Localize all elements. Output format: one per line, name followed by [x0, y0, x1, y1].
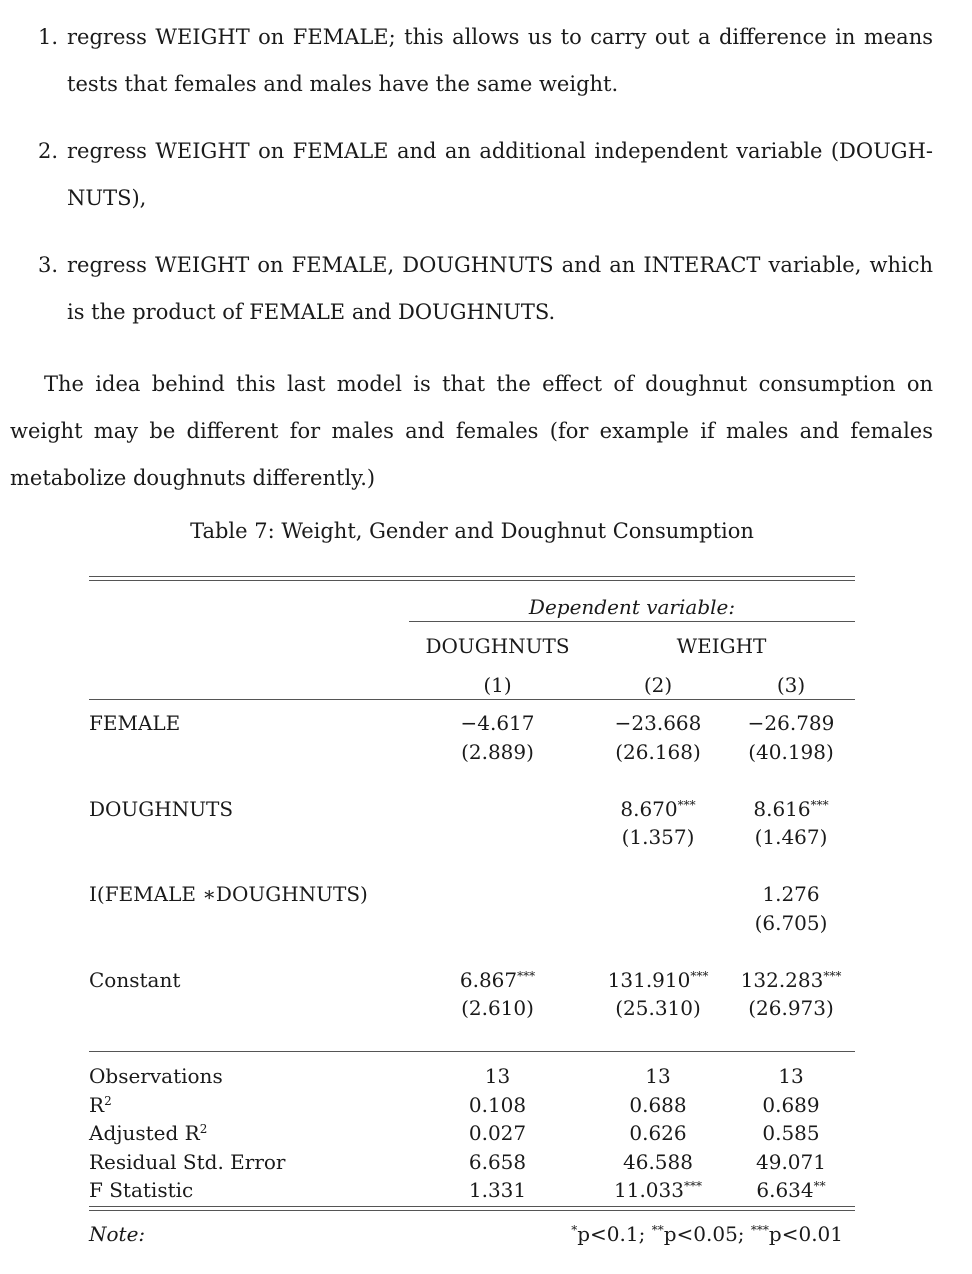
se-constant-2: (25.310) — [615, 996, 701, 1020]
coef-doughnuts-2: 8.670*** — [620, 797, 696, 821]
list-text: regress WEIGHT on FEMALE and an additional independent variable (DOUGH-NUTS), — [67, 139, 933, 210]
se-doughnuts-2: (1.357) — [621, 825, 695, 849]
col-number-1: (1) — [483, 673, 512, 697]
header-rule — [89, 699, 855, 700]
se-constant-1: (2.610) — [461, 996, 534, 1020]
dependent-variable-heading: Dependent variable: — [528, 595, 736, 619]
bottom-rule — [89, 1206, 855, 1207]
stat-r2-2: 0.688 — [629, 1093, 687, 1117]
stat-rse-2: 46.588 — [623, 1150, 693, 1174]
coef-female-1: −4.617 — [460, 711, 535, 735]
table-caption: Table 7: Weight, Gender and Doughnut Consumption — [190, 519, 754, 543]
row-label-constant: Constant — [89, 968, 181, 992]
stat-f-1: 1.331 — [468, 1178, 527, 1202]
stat-rse-3: 49.071 — [756, 1150, 826, 1174]
coef-constant-2: 131.910*** — [607, 968, 709, 992]
stat-label-observations: Observations — [89, 1064, 223, 1088]
stat-label-f: F Statistic — [89, 1178, 194, 1202]
stat-label-rse: Residual Std. Error — [89, 1150, 286, 1174]
regression-table — [89, 0, 855, 1274]
se-doughnuts-3: (1.467) — [754, 825, 828, 849]
row-label-interaction: I(FEMALE ∗DOUGHNUTS) — [89, 882, 368, 906]
stat-adj-r2-2: 0.626 — [629, 1121, 687, 1145]
se-female-3: (40.198) — [748, 740, 834, 764]
list-text: regress WEIGHT on FEMALE; this allows us to carry out a difference in means tests that females and males have the same weight. — [67, 25, 933, 96]
coef-female-3: −26.789 — [747, 711, 835, 735]
stat-label-adj-r2: Adjusted $R^2$ — [89, 1121, 208, 1145]
stat-observations-1: 13 — [484, 1064, 511, 1088]
stat-label-r2: $R^2$ — [89, 1093, 112, 1117]
dep-var-doughnuts: DOUGHNUTS — [425, 634, 570, 658]
bottom-rule — [89, 1210, 855, 1211]
coef-doughnuts-3: 8.616*** — [753, 797, 829, 821]
list-number: 3. — [38, 253, 59, 277]
stat-r2-3: 0.689 — [762, 1093, 820, 1117]
coef-interaction-3: 1.276 — [762, 882, 820, 906]
significance-note: *p<0.1; **p<0.05; ***p<0.01 — [571, 1222, 843, 1246]
se-constant-3: (26.973) — [748, 996, 834, 1020]
stat-f-2: 11.033*** — [614, 1178, 702, 1202]
coef-constant-1: 6.867*** — [459, 968, 536, 992]
se-female-1: (2.889) — [461, 740, 534, 764]
dep-var-rule — [409, 621, 855, 622]
note-label: Note: — [89, 1222, 146, 1246]
stats-rule — [89, 1051, 855, 1052]
se-female-2: (26.168) — [615, 740, 701, 764]
row-label-doughnuts: DOUGHNUTS — [89, 797, 234, 821]
list-number: 2. — [38, 139, 59, 163]
col-number-3: (3) — [776, 673, 806, 697]
body-paragraph: The idea behind this last model is that the effect of doughnut consumption on weight may be different for males and females (for example if males and females metabolize doughnuts differently.) — [10, 372, 933, 490]
stat-r2-1: 0.108 — [468, 1093, 527, 1117]
coef-female-2: −23.668 — [614, 711, 702, 735]
col-number-2: (2) — [643, 673, 673, 697]
se-interaction-3: (6.705) — [754, 911, 828, 935]
top-rule — [89, 576, 855, 577]
stat-observations-2: 13 — [645, 1064, 671, 1088]
dep-var-weight: WEIGHT — [676, 634, 767, 658]
stat-rse-1: 6.658 — [468, 1150, 527, 1174]
list-number: 1. — [38, 25, 59, 49]
stat-adj-r2-1: 0.027 — [468, 1121, 527, 1145]
row-label-female: FEMALE — [89, 711, 181, 735]
top-rule — [89, 580, 855, 581]
coef-constant-3: 132.283*** — [740, 968, 842, 992]
stat-f-3: 6.634** — [756, 1178, 826, 1202]
stat-observations-3: 13 — [778, 1064, 804, 1088]
list-text: regress WEIGHT on FEMALE, DOUGHNUTS and an INTERACT variable, which is the product of FEMALE and DOUGHNUTS. — [67, 253, 933, 324]
stat-adj-r2-3: 0.585 — [762, 1121, 820, 1145]
